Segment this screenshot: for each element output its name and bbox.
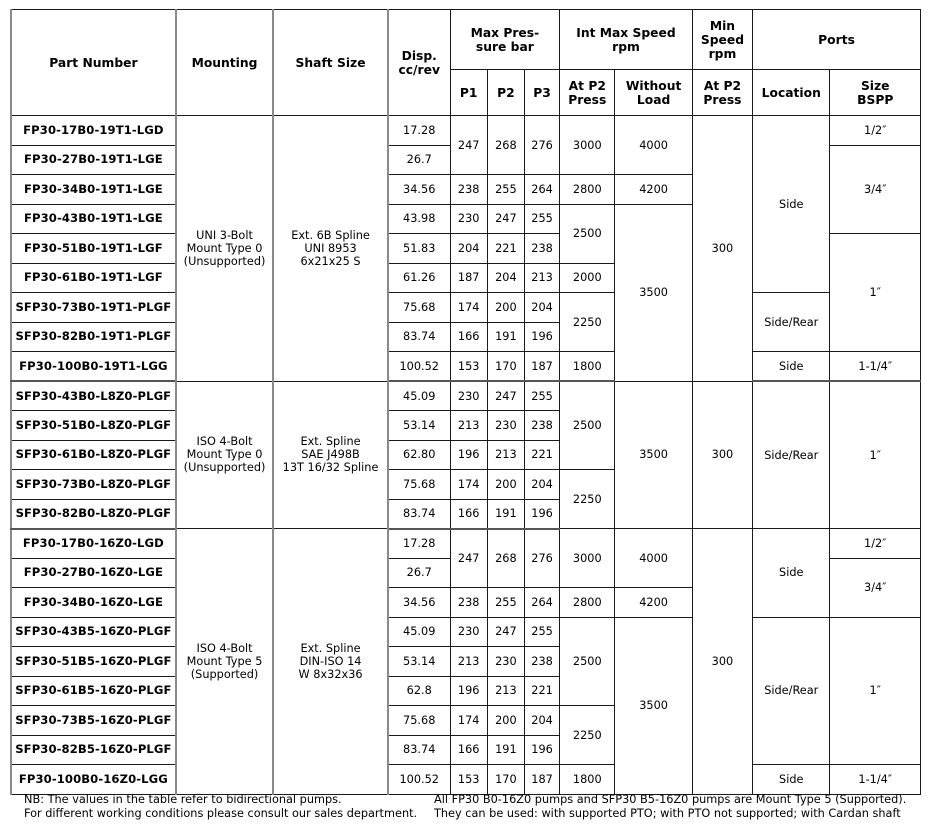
displacement: 51.83 — [388, 234, 450, 264]
p1: 196 — [450, 440, 487, 470]
p1: 247 — [450, 529, 487, 588]
header-mounting: Mounting — [176, 10, 273, 116]
p1: 213 — [450, 411, 487, 441]
port-location: Side — [753, 529, 830, 618]
table-row — [11, 352, 921, 382]
port-size: 3/4″ — [830, 145, 921, 234]
p2: 268 — [487, 116, 524, 175]
p2: 221 — [487, 234, 524, 264]
displacement: 43.98 — [388, 204, 450, 234]
speed-at-p2: 2250 — [560, 470, 615, 529]
part-number: FP30-43B0-19T1-LGE — [11, 204, 176, 234]
p3: 255 — [524, 381, 559, 411]
displacement: 53.14 — [388, 647, 450, 677]
p3: 187 — [524, 765, 559, 795]
speed-at-p2: 3000 — [560, 116, 615, 175]
speed-at-p2: 1800 — [560, 765, 615, 795]
part-number: FP30-17B0-16Z0-LGD — [11, 529, 176, 559]
header-min-at-p2-press: At P2 Press — [692, 70, 752, 116]
header-p3: P3 — [524, 70, 559, 116]
min-speed: 300 — [692, 529, 752, 795]
p1: 174 — [450, 706, 487, 736]
table-row — [11, 529, 921, 559]
speed-at-p2: 1800 — [560, 352, 615, 382]
port-location: Side — [753, 352, 830, 382]
part-number: SFP30-73B0-L8Z0-PLGF — [11, 470, 176, 500]
header-p2: P2 — [487, 70, 524, 116]
displacement: 17.28 — [388, 529, 450, 559]
p3: 204 — [524, 293, 559, 323]
p2: 191 — [487, 735, 524, 765]
speed-without-load: 3500 — [615, 381, 692, 529]
p1: 230 — [450, 617, 487, 647]
p2: 200 — [487, 470, 524, 500]
header-p1: P1 — [450, 70, 487, 116]
table-row — [11, 381, 921, 411]
p2: 204 — [487, 263, 524, 293]
part-number: SFP30-73B5-16Z0-PLGF — [11, 706, 176, 736]
p2: 255 — [487, 588, 524, 618]
displacement: 83.74 — [388, 499, 450, 529]
displacement: 100.52 — [388, 765, 450, 795]
p3: 221 — [524, 676, 559, 706]
p3: 238 — [524, 411, 559, 441]
displacement: 100.52 — [388, 352, 450, 382]
port-size: 1/2″ — [830, 116, 921, 146]
p1: 204 — [450, 234, 487, 264]
header-max-pressure: Max Pres- sure bar — [450, 10, 560, 70]
part-number: FP30-100B0-19T1-LGG — [11, 352, 176, 382]
p3: 238 — [524, 647, 559, 677]
p3: 276 — [524, 529, 559, 588]
p1: 174 — [450, 293, 487, 323]
port-location: Side/Rear — [753, 293, 830, 352]
p1: 187 — [450, 263, 487, 293]
part-number: SFP30-82B0-19T1-PLGF — [11, 322, 176, 352]
header-part-number: Part Number — [11, 10, 176, 116]
p2: 191 — [487, 322, 524, 352]
displacement: 34.56 — [388, 588, 450, 618]
footnote-line: NB: The values in the table refer to bidirectional pumps. — [24, 793, 342, 806]
speed-at-p2: 3000 — [560, 529, 615, 588]
part-number: SFP30-43B0-L8Z0-PLGF — [11, 381, 176, 411]
p2: 200 — [487, 293, 524, 323]
min-speed: 300 — [692, 116, 752, 382]
footnote-left — [24, 793, 417, 821]
speed-without-load: 4000 — [615, 116, 692, 175]
p2: 170 — [487, 352, 524, 382]
p1: 230 — [450, 381, 487, 411]
part-number: SFP30-43B5-16Z0-PLGF — [11, 617, 176, 647]
part-number: SFP30-61B0-L8Z0-PLGF — [11, 440, 176, 470]
displacement: 34.56 — [388, 175, 450, 205]
mounting-cell: ISO 4-Bolt Mount Type 0 (Unsupported) — [176, 381, 273, 529]
mounting-cell: ISO 4-Bolt Mount Type 5 (Supported) — [176, 529, 273, 795]
footnote-line: All FP30 B0-16Z0 pumps and SFP30 B5-16Z0 pumps are Mount Type 5 (Supported). — [434, 793, 907, 806]
footnote-right — [434, 793, 906, 821]
p3: 221 — [524, 440, 559, 470]
header-size-bspp: Size BSPP — [830, 70, 921, 116]
p2: 230 — [487, 647, 524, 677]
p3: 255 — [524, 204, 559, 234]
p2: 247 — [487, 381, 524, 411]
displacement: 75.68 — [388, 293, 450, 323]
p1: 213 — [450, 647, 487, 677]
p3: 276 — [524, 116, 559, 175]
displacement: 26.7 — [388, 145, 450, 175]
p1: 153 — [450, 765, 487, 795]
speed-at-p2: 2500 — [560, 381, 615, 470]
header-ports: Ports — [753, 10, 921, 70]
displacement: 61.26 — [388, 263, 450, 293]
part-number: SFP30-73B0-19T1-PLGF — [11, 293, 176, 323]
part-number: FP30-34B0-19T1-LGE — [11, 175, 176, 205]
port-size: 1″ — [830, 381, 921, 529]
p1: 247 — [450, 116, 487, 175]
displacement: 53.14 — [388, 411, 450, 441]
p3: 187 — [524, 352, 559, 382]
p1: 238 — [450, 175, 487, 205]
port-location: Side/Rear — [753, 381, 830, 529]
port-location: Side — [753, 116, 830, 293]
p2: 200 — [487, 706, 524, 736]
port-size: 1″ — [830, 617, 921, 765]
p3: 238 — [524, 234, 559, 264]
speed-without-load: 4200 — [615, 588, 692, 618]
table-row — [11, 617, 921, 647]
displacement: 17.28 — [388, 116, 450, 146]
p1: 153 — [450, 352, 487, 382]
port-size: 1-1/4″ — [830, 352, 921, 382]
p3: 255 — [524, 617, 559, 647]
p3: 264 — [524, 588, 559, 618]
p3: 204 — [524, 706, 559, 736]
displacement: 62.8 — [388, 676, 450, 706]
port-location: Side/Rear — [753, 617, 830, 765]
part-number: FP30-100B0-16Z0-LGG — [11, 765, 176, 795]
p2: 247 — [487, 617, 524, 647]
part-number: SFP30-51B5-16Z0-PLGF — [11, 647, 176, 677]
mounting-cell: UNI 3-Bolt Mount Type 0 (Unsupported) — [176, 116, 273, 382]
p1: 166 — [450, 735, 487, 765]
header-displacement: Disp. cc/rev — [388, 10, 450, 116]
p3: 196 — [524, 499, 559, 529]
displacement: 83.74 — [388, 322, 450, 352]
p3: 196 — [524, 322, 559, 352]
shaft-size-cell: Ext. Spline SAE J498B 13T 16/32 Spline — [273, 381, 388, 529]
part-number: SFP30-82B5-16Z0-PLGF — [11, 735, 176, 765]
p1: 230 — [450, 204, 487, 234]
p3: 204 — [524, 470, 559, 500]
speed-without-load: 4000 — [615, 529, 692, 588]
part-number: FP30-61B0-19T1-LGF — [11, 263, 176, 293]
port-size: 1/2″ — [830, 529, 921, 559]
part-number: FP30-27B0-16Z0-LGE — [11, 558, 176, 588]
part-number: SFP30-82B0-L8Z0-PLGF — [11, 499, 176, 529]
table-row — [11, 293, 921, 323]
header-without-load: Without Load — [615, 70, 692, 116]
p2: 255 — [487, 175, 524, 205]
p1: 196 — [450, 676, 487, 706]
table-row — [11, 116, 921, 146]
displacement: 45.09 — [388, 381, 450, 411]
speed-without-load: 4200 — [615, 175, 692, 205]
header-min-speed: Min Speed rpm — [692, 10, 752, 70]
displacement: 45.09 — [388, 617, 450, 647]
part-number: SFP30-51B0-L8Z0-PLGF — [11, 411, 176, 441]
p1: 166 — [450, 322, 487, 352]
p2: 170 — [487, 765, 524, 795]
p3: 196 — [524, 735, 559, 765]
speed-at-p2: 2500 — [560, 204, 615, 263]
speed-at-p2: 2250 — [560, 293, 615, 352]
displacement: 26.7 — [388, 558, 450, 588]
displacement: 75.68 — [388, 706, 450, 736]
shaft-size-cell: Ext. 6B Spline UNI 8953 6x21x25 S — [273, 116, 388, 382]
part-number: SFP30-61B5-16Z0-PLGF — [11, 676, 176, 706]
part-number: FP30-34B0-16Z0-LGE — [11, 588, 176, 618]
part-number: FP30-27B0-19T1-LGE — [11, 145, 176, 175]
speed-at-p2: 2250 — [560, 706, 615, 765]
displacement: 75.68 — [388, 470, 450, 500]
port-size: 1-1/4″ — [830, 765, 921, 795]
table-row — [11, 765, 921, 795]
p1: 238 — [450, 588, 487, 618]
part-number: FP30-51B0-19T1-LGF — [11, 234, 176, 264]
speed-at-p2: 2800 — [560, 588, 615, 618]
min-speed: 300 — [692, 381, 752, 529]
speed-at-p2: 2500 — [560, 617, 615, 706]
shaft-size-cell: Ext. Spline DIN-ISO 14 W 8x32x36 — [273, 529, 388, 795]
header-shaft-size: Shaft Size — [273, 10, 388, 116]
p2: 247 — [487, 204, 524, 234]
p2: 213 — [487, 676, 524, 706]
speed-without-load: 3500 — [615, 617, 692, 794]
p2: 230 — [487, 411, 524, 441]
p2: 268 — [487, 529, 524, 588]
footnote-line: They can be used: with supported PTO; with PTO not supported; with Cardan shaft — [434, 807, 901, 820]
p2: 191 — [487, 499, 524, 529]
speed-without-load: 3500 — [615, 204, 692, 381]
port-size: 1″ — [830, 234, 921, 352]
pump-spec-table — [10, 9, 921, 795]
displacement: 83.74 — [388, 735, 450, 765]
header-location: Location — [753, 70, 830, 116]
p1: 174 — [450, 470, 487, 500]
p2: 213 — [487, 440, 524, 470]
part-number: FP30-17B0-19T1-LGD — [11, 116, 176, 146]
p3: 264 — [524, 175, 559, 205]
port-size: 3/4″ — [830, 558, 921, 617]
footnote-line: For different working conditions please consult our sales department. — [24, 807, 418, 820]
p1: 166 — [450, 499, 487, 529]
speed-at-p2: 2800 — [560, 175, 615, 205]
header-int-max-speed: Int Max Speed rpm — [560, 10, 693, 70]
p3: 213 — [524, 263, 559, 293]
port-location: Side — [753, 765, 830, 795]
displacement: 62.80 — [388, 440, 450, 470]
header-at-p2-press: At P2 Press — [560, 70, 615, 116]
speed-at-p2: 2000 — [560, 263, 615, 293]
